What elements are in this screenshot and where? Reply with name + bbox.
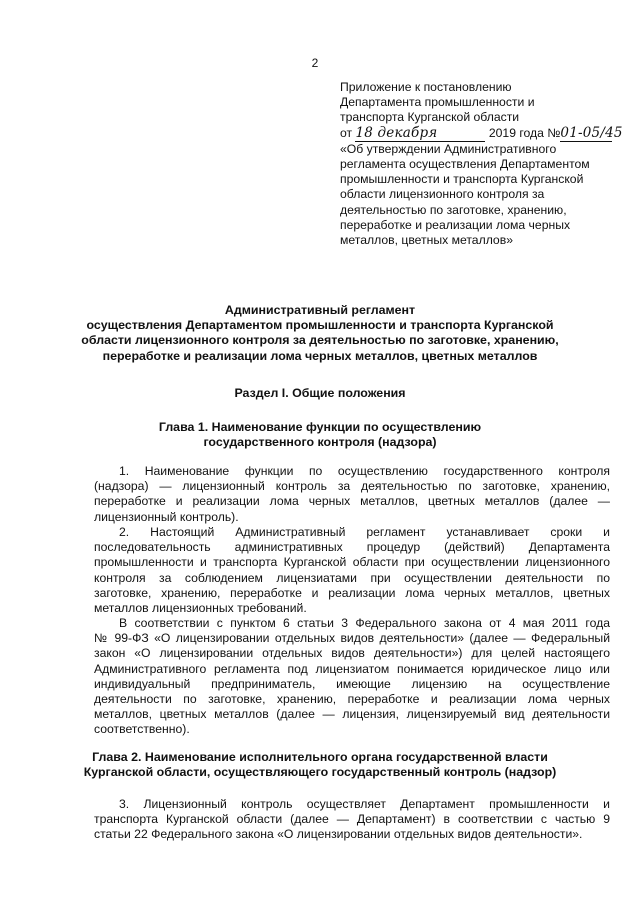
paragraph-line: (надзора) — лицензионный контроль за деятельностью по заготовке, хранению, [94,479,610,494]
page-number: 2 [311,56,319,70]
appendix-line: Приложение к постановлению [340,80,512,94]
paragraph-line: № 99-ФЗ «О лицензировании отдельных видов деятельности» (далее — Федеральный [94,631,610,646]
appendix-quote-line: деятельностью по заготовке, хранению, [340,202,567,217]
year-text: 2019 года № [488,125,561,140]
paragraph-line: 1. Наименование функции по осуществлению государственного контроля [119,464,610,478]
appendix-line: транспорта Курганской области [340,110,520,125]
chapter-heading-1 [70,420,570,450]
paragraph-line: статьи 22 Федерального закона «О лицензировании отдельных видов деятельности». [94,827,583,842]
chapter-heading-line: Глава 1. Наименование функции по осуществлению [158,420,482,434]
paragraph-line: заготовке, хранению, переработке и реализации лома черных металлов, цветных [94,585,610,600]
handwritten-date: 18 декабря [355,124,438,141]
paragraph-line: деятельности по заготовке, хранению, переработке и реализации лома черных [94,692,610,707]
number-blank [560,124,623,142]
appendix-quote-line: переработке и реализации лома черных [340,217,571,232]
title-line: области лицензионного контроля за деятельностью по заготовке, хранению, [81,333,559,348]
appendix-quote-line: регламента осуществления Департаментом [340,157,590,172]
paragraph-line: металлов лицензионных требований. [94,601,307,616]
appendix-quote-line: промышленности и транспорта Курганской [340,172,584,187]
paragraph-3 [94,616,610,738]
date-prefix: от [340,125,353,140]
handwritten-number: 01-05/45 [560,124,623,141]
date-blank [355,126,485,142]
paragraph-line: индивидуальный предприниматель, имеющие лицензию на осуществление [94,676,610,691]
section-heading: Раздел I. Общие положения [234,386,406,400]
paragraph-line: транспорта Курганской области (далее — Департамент) в соответствии с частью 9 [94,812,610,827]
appendix-quote-line: «Об утверждении Административного [340,141,557,156]
paragraph-line: закон «О лицензировании отдельных видов деятельности») для целей настоящего [94,646,610,661]
paragraph-4 [94,797,610,843]
paragraph-line: лицензионный контроль). [94,509,239,524]
appendix-line: Департамента промышленности и [340,95,535,110]
paragraph-line: промышленности и транспорта Курганской области при осуществлении лицензионного [94,555,610,570]
paragraph-line: контроля за соблюдением лицензиатами при осуществлении деятельности по [94,570,610,585]
title-line: Административный регламент [224,303,416,317]
appendix-date-line [340,126,630,142]
chapter-heading-line: Глава 2. Наименование исполнительного органа государственной власти [92,750,548,764]
paragraph-line: переработке и реализации лома черных металлов, цветных металлов (далее — [94,494,610,509]
paragraph-1 [94,464,610,525]
paragraph-line: металлов, цветных металлов (далее — лицензия, лицензируемый вид деятельности [94,707,610,722]
chapter-heading-line: государственного контроля (надзора) [203,435,437,450]
title-line: переработке и реализации лома черных металлов, цветных металлов [102,348,538,363]
appendix-block [340,80,630,248]
paragraph-2 [94,525,610,616]
chapter-heading-line: Курганской области, осуществляющего государственный контроль (надзор) [83,765,557,780]
appendix-quote-line: области лицензионного контроля за [340,187,545,202]
title-line: осуществления Департаментом промышленности и транспорта Курганской [86,318,554,333]
paragraph-line: В соответствии с пунктом 6 статьи 3 Федерального закона от 4 мая 2011 года [119,616,610,630]
paragraph-line: Административного регламента под лицензиатом понимается юридическое лицо или [94,661,610,676]
paragraph-line: последовательность административных процедур (действий) Департамента [94,540,610,555]
document-title [70,303,570,364]
paragraph-line: 3. Лицензионный контроль осуществляет Департамент промышленности и [119,797,610,811]
chapter-heading-2 [70,750,570,780]
paragraph-line: 2. Настоящий Административный регламент устанавливает сроки и [119,525,610,539]
paragraph-line: соответственно). [94,722,190,737]
appendix-quote-line: металлов, цветных металлов» [340,233,513,248]
